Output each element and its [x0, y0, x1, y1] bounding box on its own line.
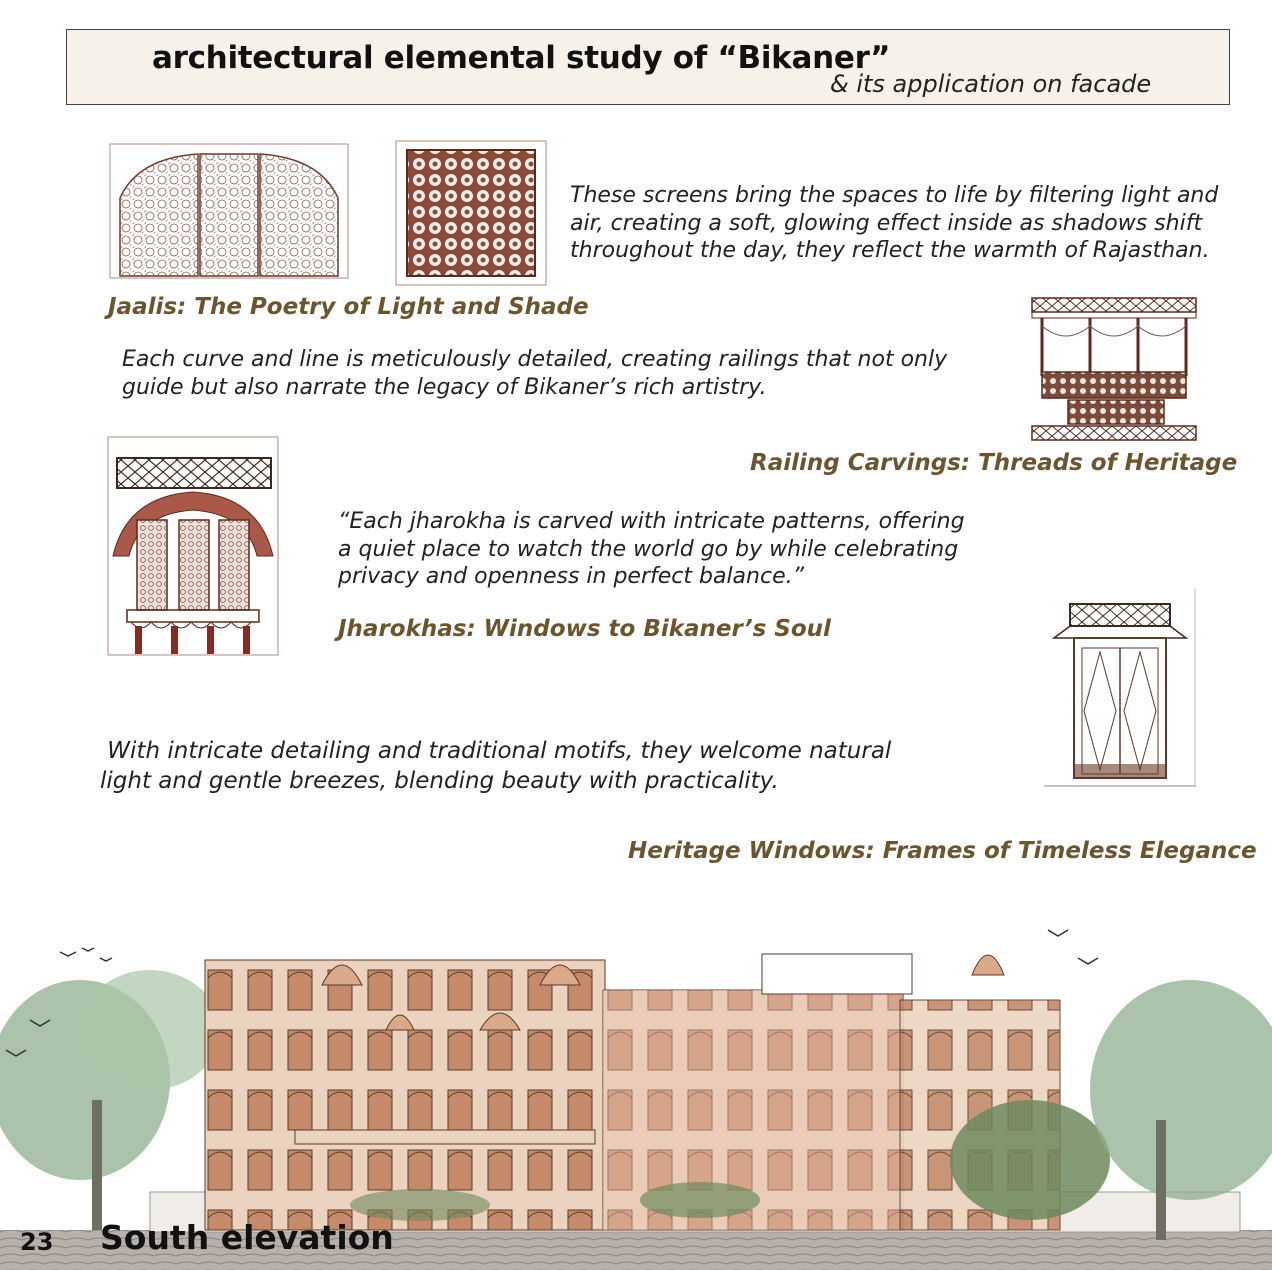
railing-description — [122, 346, 947, 401]
page-subtitle: & its application on facade — [830, 70, 1152, 98]
railing-heading: Railing Carvings: Threads of Heritage — [750, 450, 1238, 476]
railing-description-line: Each curve and line is meticulously detailed, creating railings that not only — [122, 347, 948, 372]
railing-drawing — [1028, 296, 1200, 446]
jaali-description-line: air, creating a soft, glowing effect inside as shadows shift — [570, 210, 1203, 236]
jaali-lattice-drawing — [395, 140, 547, 286]
jharokha-description-line: a quiet place to watch the world go by while celebrating — [338, 536, 959, 562]
jaali-screen-drawing — [108, 138, 350, 280]
south-elevation-drawing — [0, 900, 1272, 1270]
jharokha-description-line: “Each jharokha is carved with intricate patterns, offering — [338, 509, 965, 534]
jaali-description-line: throughout the day, they reflect the warmth of Rajasthan. — [570, 238, 1210, 263]
windows-heading: Heritage Windows: Frames of Timeless Elegance — [628, 838, 1257, 864]
jharokha-description-line: privacy and openness in perfect balance.” — [338, 564, 805, 589]
page-number: 23 — [20, 1228, 54, 1256]
windows-description-line: With intricate detailing and traditional motifs, they welcome natural — [100, 738, 892, 764]
jaali-description — [570, 182, 1218, 265]
windows-description-line: light and gentle breezes, blending beauty with practicality. — [100, 768, 779, 794]
heritage-window-drawing — [1040, 586, 1200, 790]
windows-description — [100, 736, 891, 796]
jaali-description-line: These screens bring the spaces to life by filtering light and — [570, 183, 1219, 208]
railing-description-line: guide but also narrate the legacy of Bikaner’s rich artistry. — [122, 374, 767, 400]
elevation-label: South elevation — [100, 1218, 394, 1257]
page-title: architectural elemental study of “Bikaner” — [152, 40, 891, 76]
jharokha-heading: Jharokhas: Windows to Bikaner’s Soul — [338, 616, 831, 642]
jaali-heading: Jaalis: The Poetry of Light and Shade — [108, 294, 589, 320]
jharokha-drawing — [107, 436, 280, 658]
jharokha-description — [338, 508, 965, 591]
